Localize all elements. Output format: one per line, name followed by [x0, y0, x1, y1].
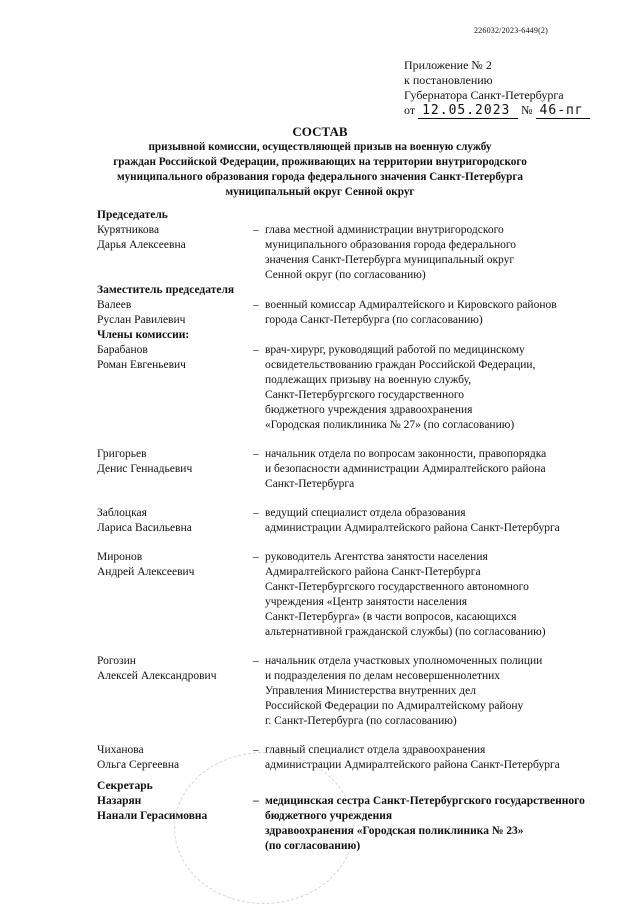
- number-prefix: №: [521, 103, 533, 117]
- role-line: бюджетного учреждения: [265, 810, 393, 822]
- role-line: Санкт-Петербурга: [265, 478, 355, 490]
- member-role: [265, 343, 617, 433]
- role-line: Санкт-Петербурга» (в части вопросов, касающихся: [265, 611, 517, 623]
- role-line: руководитель Агентства занятости населения: [265, 551, 488, 563]
- dash: –: [253, 795, 259, 807]
- role-line: и безопасности администрации Адмиралтейского района: [265, 463, 546, 475]
- member-surname: Рогозин: [97, 655, 136, 667]
- subtitle-line: муниципальный округ Сенной округ: [225, 186, 415, 198]
- member-surname: Григорьев: [97, 448, 147, 460]
- role-line: г. Санкт-Петербурга (по согласованию): [265, 715, 457, 727]
- date-prefix: от: [404, 103, 416, 117]
- member-given-names: Роман Евгеньевич: [97, 359, 186, 371]
- member-name: [97, 654, 253, 729]
- member-given-names: Андрей Алексеевич: [97, 566, 195, 578]
- section-heading-secretary: Секретарь: [97, 780, 153, 792]
- dash: –: [253, 344, 259, 356]
- member-entry: [97, 343, 617, 433]
- member-entry: [97, 654, 617, 729]
- appendix-date-line: [404, 103, 590, 119]
- appendix-line: Губернатора Санкт-Петербурга: [404, 88, 564, 102]
- dash: –: [253, 299, 259, 311]
- section-heading-deputy: Заместитель председателя: [97, 284, 235, 296]
- member-role: [265, 298, 617, 328]
- dash: –: [253, 744, 259, 756]
- member-surname: Заблоцкая: [97, 507, 147, 519]
- dash: –: [253, 224, 259, 236]
- document-subtitle: [60, 140, 580, 200]
- member-given-names: Руслан Равилевич: [97, 314, 186, 326]
- role-line: администрации Адмиралтейского района Санкт-Петербурга: [265, 759, 560, 771]
- member-entry: [97, 447, 617, 492]
- member-given-names: Дарья Алексеевна: [97, 239, 186, 251]
- appendix-header: [404, 58, 590, 119]
- role-line: муниципального образования города федерального: [265, 239, 517, 251]
- member-given-names: Лариса Васильевна: [97, 522, 192, 534]
- stamp-seal-outline: [174, 752, 354, 904]
- role-line: значения Санкт-Петербурга муниципальный округ: [265, 254, 515, 266]
- role-line: медицинская сестра Санкт-Петербургского государственного: [265, 795, 585, 807]
- decree-number: 46-пг: [536, 103, 590, 119]
- section-heading-chair: Председатель: [97, 209, 168, 221]
- role-line: здравоохранения «Городская поликлиника № 23»: [265, 825, 524, 837]
- member-role: [265, 447, 617, 492]
- role-line: начальник отдела участковых уполномоченных полиции: [265, 655, 543, 667]
- role-line: Сенной округ (по согласованию): [265, 269, 426, 281]
- member-surname: Назарян: [97, 795, 142, 807]
- member-surname: Миронов: [97, 551, 143, 563]
- role-line: начальник отдела по вопросам законности, правопорядка: [265, 448, 547, 460]
- role-line: ведущий специалист отдела образования: [265, 507, 466, 519]
- member-entry: [97, 506, 617, 536]
- role-line: подлежащих призыву на военную службу,: [265, 374, 472, 386]
- role-line: Адмиралтейского района Санкт-Петербурга: [265, 566, 481, 578]
- member-given-names: Нанали Герасимовна: [97, 810, 208, 822]
- role-line: глава местной администрации внутригородского: [265, 224, 504, 236]
- role-line: учреждения «Центр занятости населения: [265, 596, 468, 608]
- role-line: Санкт-Петербургского государственного автономного: [265, 581, 529, 593]
- decree-date: 12.05.2023: [418, 103, 518, 119]
- role-line: (по согласованию): [265, 840, 361, 852]
- section-heading-members: Члены комиссии:: [97, 329, 190, 341]
- subtitle-line: муниципального образования города федерального значения Санкт-Петербурга: [116, 171, 524, 183]
- member-given-names: Денис Геннадьевич: [97, 463, 193, 475]
- dash: –: [253, 551, 259, 563]
- member-name: [97, 447, 253, 492]
- member-surname: Валеев: [97, 299, 132, 311]
- member-entry: [97, 223, 617, 283]
- document-title: СОСТАВ: [292, 124, 348, 139]
- dash: –: [253, 507, 259, 519]
- role-line: города Санкт-Петербурга (по согласованию): [265, 314, 483, 326]
- role-line: «Городская поликлиника № 27» (по согласованию): [265, 419, 515, 431]
- role-line: Санкт-Петербургского государственного: [265, 389, 465, 401]
- role-line: главный специалист отдела здравоохранения: [265, 744, 486, 756]
- member-role: [265, 550, 617, 640]
- role-line: освидетельствованию граждан Российской Федерации,: [265, 359, 536, 371]
- member-name: [97, 223, 253, 283]
- role-line: военный комиссар Адмиралтейского и Кировского районов: [265, 299, 557, 311]
- member-given-names: Ольга Сергеевна: [97, 759, 180, 771]
- member-role: [265, 506, 617, 536]
- document-registration-number: 226032/2023-6449(2): [473, 26, 548, 35]
- dash: –: [253, 655, 259, 667]
- role-line: альтернативной гражданской службы) (по согласованию): [265, 626, 546, 638]
- member-name: [97, 298, 253, 328]
- appendix-line: Приложение № 2: [404, 58, 492, 72]
- member-name: [97, 343, 253, 433]
- member-surname: Барабанов: [97, 344, 148, 356]
- subtitle-line: призывной комиссии, осуществляющей призыв на военную службу: [148, 141, 492, 153]
- member-surname: Курятникова: [97, 224, 160, 236]
- member-given-names: Алексей Александрович: [97, 670, 217, 682]
- role-line: администрации Адмиралтейского района Санкт-Петербурга: [265, 522, 560, 534]
- role-line: врач-хирург, руководящий работой по медицинскому: [265, 344, 525, 356]
- role-line: бюджетного учреждения здравоохранения: [265, 404, 473, 416]
- member-entry: [97, 298, 617, 328]
- member-role: [265, 223, 617, 283]
- role-line: Российской Федерации по Адмиралтейскому району: [265, 700, 524, 712]
- member-surname: Чиханова: [97, 744, 144, 756]
- appendix-line: к постановлению: [404, 73, 493, 87]
- role-line: Управления Министерства внутренних дел: [265, 685, 476, 697]
- member-entry: [97, 550, 617, 640]
- member-name: [97, 550, 253, 640]
- dash: –: [253, 448, 259, 460]
- role-line: и подразделения по делам несовершеннолетних: [265, 670, 501, 682]
- commission-list: [97, 208, 617, 854]
- member-name: [97, 506, 253, 536]
- member-entry: [97, 743, 617, 773]
- member-role: [265, 654, 617, 729]
- subtitle-line: граждан Российской Федерации, проживающих на территории внутригородского: [113, 156, 527, 168]
